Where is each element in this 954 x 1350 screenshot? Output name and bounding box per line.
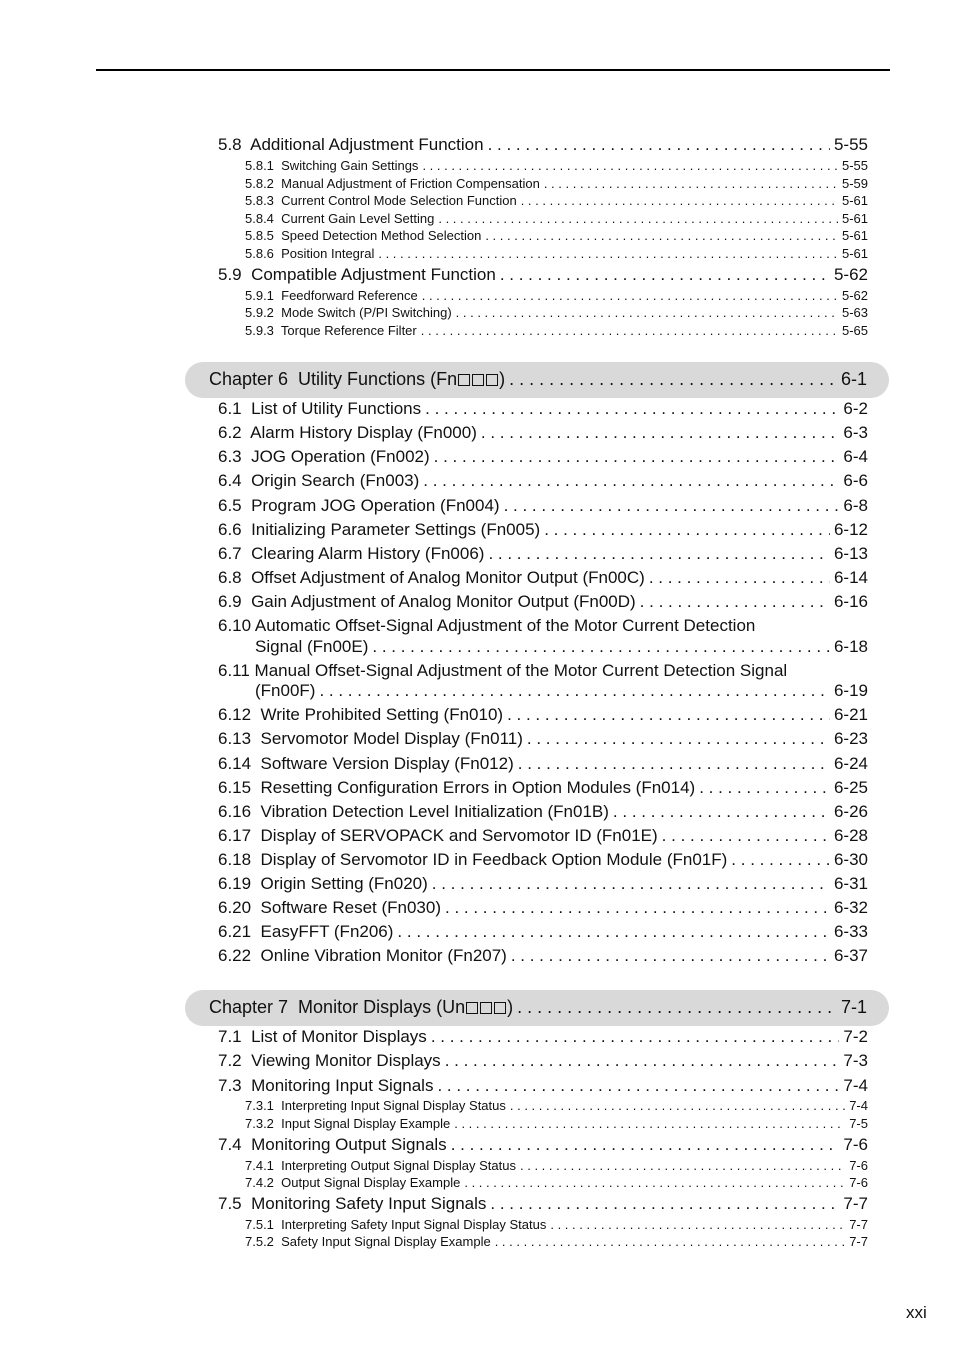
- page-ref: 5-61: [841, 193, 868, 208]
- toc-entry-6-21[interactable]: [218, 922, 868, 942]
- page-number: xxi: [906, 1303, 927, 1322]
- page-ref: 6-30: [833, 850, 868, 869]
- dot-leader: [518, 754, 830, 774]
- page-ref: 5-63: [841, 305, 868, 320]
- entry-title: 6.15 Resetting Configuration Errors in Option Modules (Fn014): [218, 778, 696, 797]
- dot-leader: [520, 1158, 845, 1173]
- entry-title: 6.8 Offset Adjustment of Analog Monitor Output (Fn00C): [218, 568, 645, 587]
- toc-entry-6-11[interactable]: [255, 681, 868, 701]
- placeholder-box-icon: [494, 1002, 506, 1014]
- page-ref: 6-32: [833, 898, 868, 917]
- entry-title: 7.3.2 Input Signal Display Example: [245, 1116, 451, 1131]
- entry-title: 6.5 Program JOG Operation (Fn004): [218, 496, 500, 515]
- toc-entry-5-8-6[interactable]: [245, 246, 868, 261]
- entry-title: 7.4.2 Output Signal Display Example: [245, 1175, 461, 1190]
- entry-text: Chapter 6 Utility Functions (Fn: [209, 369, 458, 389]
- page-ref: 5-61: [841, 211, 868, 226]
- dot-leader: [422, 158, 838, 173]
- page-ref: 6-33: [833, 922, 868, 941]
- toc-entry-6-2[interactable]: [218, 423, 868, 443]
- toc-entry-7-4-2[interactable]: [245, 1175, 868, 1190]
- page-ref: 7-3: [843, 1051, 868, 1070]
- toc-entry-5-8-3[interactable]: [245, 193, 868, 208]
- toc-entry-6-17[interactable]: [218, 826, 868, 846]
- toc-entry-7-3-2[interactable]: [245, 1116, 868, 1131]
- page-ref: 5-61: [841, 228, 868, 243]
- toc-chapter-6[interactable]: [209, 369, 867, 390]
- dot-leader: [464, 1175, 845, 1190]
- page-ref: 6-24: [833, 754, 868, 773]
- page-ref: 6-37: [833, 946, 868, 965]
- entry-title: 5.8.6 Position Integral: [245, 246, 375, 261]
- toc-entry-6-16[interactable]: [218, 802, 868, 822]
- dot-leader: [421, 323, 838, 338]
- page-ref: 5-55: [841, 158, 868, 173]
- entry-title: 7.3.1 Interpreting Input Signal Display Status: [245, 1098, 506, 1113]
- toc-entry-6-15[interactable]: [218, 778, 868, 798]
- dot-leader: [509, 369, 837, 390]
- toc-entry-7-5-1[interactable]: [245, 1217, 868, 1232]
- page-ref: 7-1: [840, 997, 867, 1017]
- page-ref: 7-4: [843, 1076, 868, 1095]
- entry-title: 6.7 Clearing Alarm History (Fn006): [218, 544, 485, 563]
- dot-leader: [550, 1217, 845, 1232]
- page-ref: 6-3: [843, 423, 868, 442]
- page-ref: 5-59: [841, 176, 868, 191]
- entry-title: 5.8.1 Switching Gain Settings: [245, 158, 419, 173]
- page-ref: 6-23: [833, 729, 868, 748]
- entry-title: 5.9 Compatible Adjustment Function: [218, 265, 496, 284]
- page-ref: 7-4: [849, 1098, 868, 1113]
- dot-leader: [511, 946, 830, 966]
- page-ref: 6-31: [833, 874, 868, 893]
- entry-title: 6.16 Vibration Detection Level Initialization (Fn01B): [218, 802, 609, 821]
- entry-title: 5.9.3 Torque Reference Filter: [245, 323, 417, 338]
- placeholder-box-icon: [466, 1002, 478, 1014]
- entry-title: 6.9 Gain Adjustment of Analog Monitor Output (Fn00D): [218, 592, 636, 611]
- dot-leader: [372, 637, 830, 657]
- toc-entry-6-18[interactable]: [218, 850, 868, 870]
- dot-leader: [423, 471, 839, 491]
- entry-title: 5.8.3 Current Control Mode Selection Function: [245, 193, 517, 208]
- entry-title: 6.19 Origin Setting (Fn020): [218, 874, 428, 893]
- entry-title: 7.2 Viewing Monitor Displays: [218, 1051, 441, 1070]
- dot-leader: [456, 305, 838, 320]
- entry-title: 6.20 Software Reset (Fn030): [218, 898, 442, 917]
- dot-leader: [699, 778, 830, 798]
- dot-leader: [451, 1135, 840, 1155]
- dot-leader: [488, 544, 830, 564]
- dot-leader: [422, 288, 838, 303]
- toc-entry-5-8-4[interactable]: [245, 211, 868, 226]
- dot-leader: [544, 176, 838, 191]
- placeholder-box-icon: [486, 374, 498, 386]
- page-ref: 7-7: [849, 1234, 868, 1249]
- page-ref: 7-2: [843, 1027, 868, 1046]
- entry-title: 5.9.2 Mode Switch (P/PI Switching): [245, 305, 452, 320]
- entry-text: ): [507, 997, 514, 1017]
- dot-leader: [640, 592, 830, 612]
- entry-title: 7.4 Monitoring Output Signals: [218, 1135, 447, 1154]
- toc-entry-7-4-1[interactable]: [245, 1158, 868, 1173]
- page-ref: 6-2: [843, 399, 868, 418]
- entry-title: 5.9.1 Feedforward Reference: [245, 288, 418, 303]
- page-ref: 5-65: [841, 323, 868, 338]
- placeholder-box-icon: [480, 1002, 492, 1014]
- dot-leader: [445, 898, 830, 918]
- entry-title: 5.8.4 Current Gain Level Setting: [245, 211, 435, 226]
- entry-title: (Fn00F): [255, 681, 316, 700]
- toc-entry-5-8-2[interactable]: [245, 176, 868, 191]
- toc-entry-6-10-line1[interactable]: 6.10 Automatic Offset-Signal Adjustment of the Motor Current Detection: [218, 616, 756, 635]
- dot-leader: [434, 447, 840, 467]
- entry-text: ): [499, 369, 506, 389]
- page-ref: 6-26: [833, 802, 868, 821]
- toc-entry-6-9[interactable]: [218, 592, 868, 612]
- entry-text: Chapter 7 Monitor Displays (Un: [209, 997, 466, 1017]
- entry-title: 7.1 List of Monitor Displays: [218, 1027, 427, 1046]
- page-ref: 6-28: [833, 826, 868, 845]
- toc-entry-5-9-2[interactable]: [245, 305, 868, 320]
- entry-title: 6.1 List of Utility Functions: [218, 399, 422, 418]
- toc-entry-7-3[interactable]: [218, 1076, 868, 1096]
- toc-entry-6-7[interactable]: [218, 544, 868, 564]
- page-ref: 6-4: [843, 447, 868, 466]
- entry-title: 5.8.5 Speed Detection Method Selection: [245, 228, 482, 243]
- page-ref: 7-5: [849, 1116, 868, 1131]
- entry-title: 6.3 JOG Operation (Fn002): [218, 447, 430, 466]
- toc-entry-6-11-line1[interactable]: 6.11 Manual Offset-Signal Adjustment of the Motor Current Detection Signal: [218, 661, 788, 680]
- dot-leader: [454, 1116, 845, 1131]
- dot-leader: [437, 1076, 839, 1096]
- page-ref: 6-21: [833, 705, 868, 724]
- page-ref: 7-6: [849, 1175, 868, 1190]
- toc-entry-7-2[interactable]: [218, 1051, 868, 1071]
- entry-title: 6.6 Initializing Parameter Settings (Fn005): [218, 520, 541, 539]
- page-ref: 5-62: [833, 265, 868, 284]
- toc-entry-5-9-3[interactable]: [245, 323, 868, 338]
- entry-title: 6.4 Origin Search (Fn003): [218, 471, 420, 490]
- toc-entry-5-8-1[interactable]: [245, 158, 868, 173]
- dot-leader: [378, 246, 838, 261]
- entry-title: 5.8.2 Manual Adjustment of Friction Compensation: [245, 176, 540, 191]
- dot-leader: [517, 997, 837, 1018]
- toc-entry-6-20[interactable]: [218, 898, 868, 918]
- page-ref: 7-6: [843, 1135, 868, 1154]
- entry-title: 6.2 Alarm History Display (Fn000): [218, 423, 477, 442]
- page-ref: 6-14: [833, 568, 868, 587]
- entry-title: Signal (Fn00E): [255, 637, 369, 656]
- page-ref: 6-8: [843, 496, 868, 515]
- dot-leader: [527, 729, 830, 749]
- entry-title: 6.12 Write Prohibited Setting (Fn010): [218, 705, 504, 724]
- dot-leader: [397, 922, 830, 942]
- chapter-6-title: [209, 369, 505, 390]
- toc-entry-6-5[interactable]: [218, 496, 868, 516]
- page-ref: 7-7: [849, 1217, 868, 1232]
- dot-leader: [481, 423, 840, 443]
- entry-title: 7.5 Monitoring Safety Input Signals: [218, 1194, 487, 1213]
- toc-entry-7-1[interactable]: [218, 1027, 868, 1047]
- entry-title: 6.18 Display of Servomotor ID in Feedback Option Module (Fn01F): [218, 850, 728, 869]
- dot-leader: [613, 802, 830, 822]
- page-ref: 6-18: [833, 637, 868, 656]
- dot-leader: [507, 705, 830, 725]
- toc-entry-5-8-5[interactable]: [245, 228, 868, 243]
- placeholder-box-icon: [472, 374, 484, 386]
- toc-entry-6-8[interactable]: [218, 568, 868, 588]
- page-ref: 6-13: [833, 544, 868, 563]
- dot-leader: [488, 135, 830, 155]
- toc-entry-6-3[interactable]: [218, 447, 868, 467]
- entry-title: 7.3 Monitoring Input Signals: [218, 1076, 434, 1095]
- page-ref: 6-6: [843, 471, 868, 490]
- dot-leader: [504, 496, 840, 516]
- toc-entry-6-13[interactable]: [218, 729, 868, 749]
- dot-leader: [662, 826, 830, 846]
- dot-leader: [495, 1234, 846, 1249]
- page-ref: 5-55: [833, 135, 868, 154]
- toc-entry-6-14[interactable]: [218, 754, 868, 774]
- entry-title: 5.8 Additional Adjustment Function: [218, 135, 484, 154]
- entry-title: 6.14 Software Version Display (Fn012): [218, 754, 514, 773]
- page-ref: 6-12: [833, 520, 868, 539]
- page-ref: 5-62: [841, 288, 868, 303]
- entry-title: 7.5.2 Safety Input Signal Display Example: [245, 1234, 491, 1249]
- entry-title: 7.5.1 Interpreting Safety Input Signal Display Status: [245, 1217, 547, 1232]
- dot-leader: [445, 1051, 840, 1071]
- toc-entry-6-1[interactable]: [218, 399, 868, 419]
- toc-chapter-7[interactable]: [209, 997, 867, 1018]
- entry-title: 7.4.1 Interpreting Output Signal Display Status: [245, 1158, 516, 1173]
- entry-title: 6.21 EasyFFT (Fn206): [218, 922, 394, 941]
- page-ref: 7-6: [849, 1158, 868, 1173]
- dot-leader: [485, 228, 838, 243]
- toc-entry-6-4[interactable]: [218, 471, 868, 491]
- toc-entry-7-5-2[interactable]: [245, 1234, 868, 1249]
- toc-entry-7-5[interactable]: [218, 1194, 868, 1214]
- page-ref: 6-19: [833, 681, 868, 700]
- toc-entry-6-6[interactable]: [218, 520, 868, 540]
- page-ref: 6-1: [840, 369, 867, 389]
- page-ref: 6-25: [833, 778, 868, 797]
- dot-leader: [500, 265, 830, 285]
- page-ref: 7-7: [843, 1194, 868, 1213]
- dot-leader: [319, 681, 830, 701]
- placeholder-box-icon: [458, 374, 470, 386]
- dot-leader: [649, 568, 830, 588]
- toc-entry-6-10[interactable]: [255, 637, 868, 657]
- chapter-7-title: [209, 997, 513, 1018]
- toc-entry-6-12[interactable]: [218, 705, 868, 725]
- entry-title: 6.17 Display of SERVOPACK and Servomotor ID (Fn01E): [218, 826, 658, 845]
- dot-leader: [521, 193, 838, 208]
- page-ref: 6-16: [833, 592, 868, 611]
- entry-title: 6.22 Online Vibration Monitor (Fn207): [218, 946, 507, 965]
- dot-leader: [510, 1098, 845, 1113]
- dot-leader: [438, 211, 838, 226]
- entry-title: 6.13 Servomotor Model Display (Fn011): [218, 729, 523, 748]
- dot-leader: [544, 520, 830, 540]
- toc-entry-6-19[interactable]: [218, 874, 868, 894]
- toc-entry-5-9[interactable]: [218, 265, 868, 285]
- dot-leader: [490, 1194, 839, 1214]
- dot-leader: [431, 1027, 840, 1047]
- toc-entry-7-3-1[interactable]: [245, 1098, 868, 1113]
- dot-leader: [731, 850, 830, 870]
- dot-leader: [425, 399, 839, 419]
- toc-entry-5-8[interactable]: [218, 135, 868, 155]
- page-ref: 5-61: [841, 246, 868, 261]
- toc-entry-6-22[interactable]: [218, 946, 868, 966]
- toc-entry-5-9-1[interactable]: [245, 288, 868, 303]
- toc-entry-7-4[interactable]: [218, 1135, 868, 1155]
- dot-leader: [432, 874, 830, 894]
